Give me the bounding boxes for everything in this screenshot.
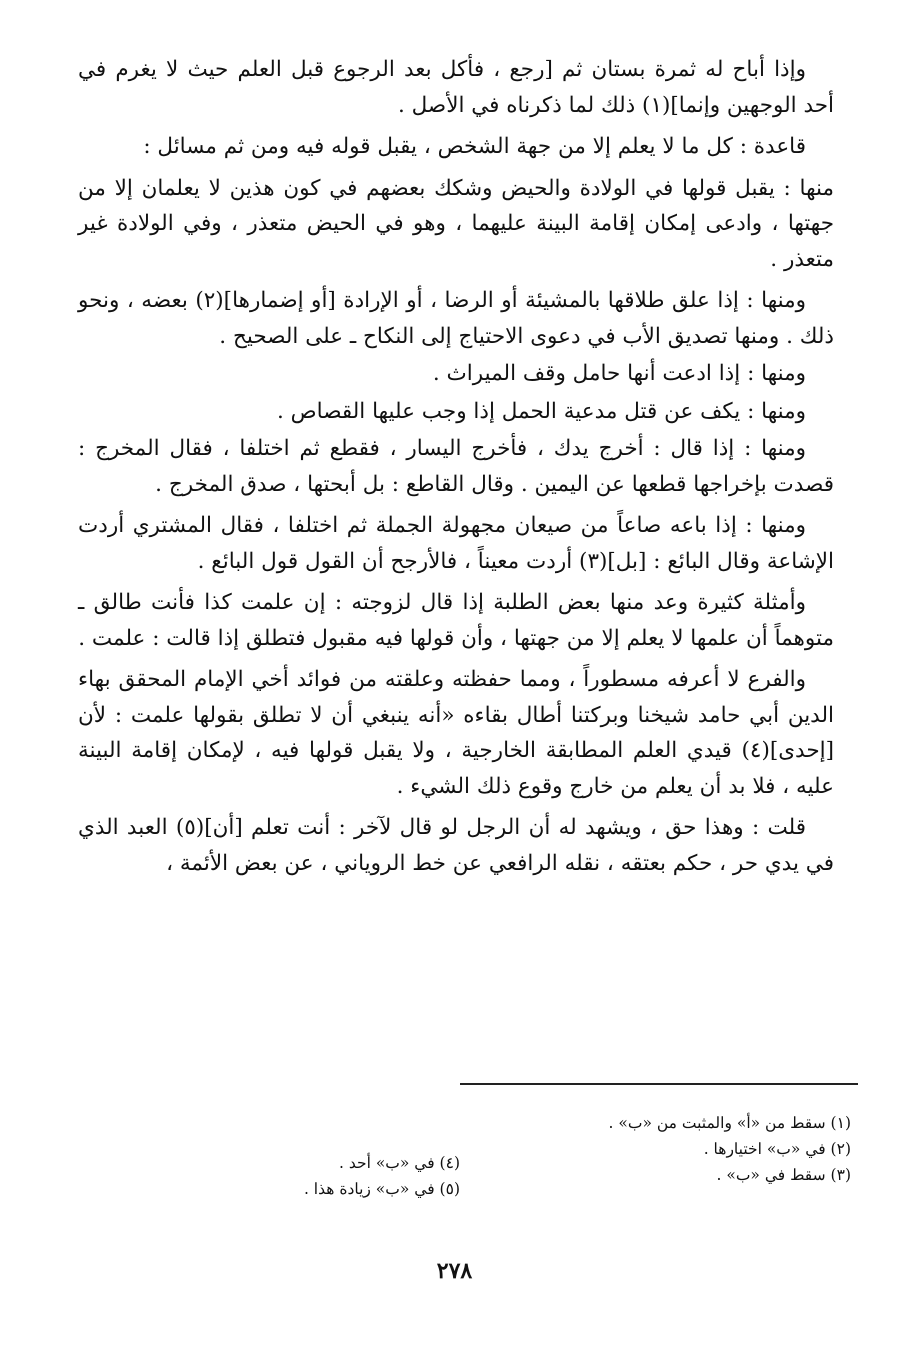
paragraph: وأمثلة كثيرة وعد منها بعض الطلبة إذا قال لزوجته : إن علمت كذا فأنت طالق ـ متوهماً أن علمها لا يعلم إلا من جهتها ، وأن قولها فيه مقبول فتطلق إذا قالت : علمت . [78,590,834,651]
main-text [78,52,834,887]
paragraph: ومنها : إذا ادعت أنها حامل وقف الميراث . [432,361,806,386]
paragraph: ومنها : إذا علق طلاقها بالمشيئة أو الرضا ، أو الإرادة [أو إضمارها](٢) بعضه ، ونحو ذلك . ومنها تصديق الأب في دعوى الاحتياج إلى النكاح ـ على الصحيح . [78,288,834,349]
footnotes-column-right [491,1110,851,1188]
footnote: (٤) في «ب» أحد . [339,1154,460,1172]
paragraph: منها : يقبل قولها في الولادة والحيض وشكك بعضهم في كون هذين لا يعلمان إلا من جهتها ، وادعى إمكان إقامة البينة عليهما ، وهو في الحيض متعذر ، وفي الولادة غير متعذر . [78,175,834,272]
footnote: (٣) سقط في «ب» . [716,1166,851,1184]
footnote: (٢) في «ب» اختيارها . [703,1140,851,1158]
footnote-divider [460,1083,858,1085]
paragraph: ومنها : إذا باعه صاعاً من صيعان مجهولة الجملة ثم اختلفا ، فقال المشتري أردت الإشاعة وقال البائع : [بل](٣) أردت معيناً ، فالأرجح أن القول قول البائع . [78,513,834,574]
footnotes-column-left [100,1150,460,1202]
paragraph: ومنها : إذا قال : أخرج يدك ، فأخرج اليسار ، فقطع ثم اختلفا ، فقال المخرج : قصدت بإخراجها قطعها عن اليمين . وقال القاطع : بل أبحتها ، صدق المخرج . [78,436,834,497]
paragraph: وإذا أباح له ثمرة بستان ثم [رجع ، فأكل بعد الرجوع قبل العلم حيث لا يغرم في أحد الوجهين وإنما](١) ذلك لما ذكرناه في الأصل . [78,57,834,118]
rule-heading-paragraph: قاعدة : كل ما لا يعلم إلا من جهة الشخص ، يقبل قوله فيه ومن ثم مسائل : [143,134,806,159]
footnote: (١) سقط من «أ» والمثبت من «ب» . [608,1114,851,1132]
paragraph: ومنها : يكف عن قتل مدعية الحمل إذا وجب عليها القصاص . [276,398,806,424]
paragraph: قلت : وهذا حق ، ويشهد له أن الرجل لو قال لآخر : أنت تعلم [أن](٥) العبد الذي في يدي حر ، حكم بعتقه ، نقله الرافعي عن خط الروياني ، عن بعض الأئمة ، [78,815,834,876]
footnote: (٥) في «ب» زيادة هذا . [303,1180,460,1198]
page-number: ٢٧٨ [436,1258,473,1284]
paragraph: والفرع لا أعرفه مسطوراً ، ومما حفظته وعلقته من فوائد أخي الإمام المحقق بهاء الدين أبي حامد شيخنا وبركتنا أطال بقاءه «أنه ينبغي أن لا تطلق بقولها علمت : لأن [إحدى](٤) قيدي العلم المطابقة الخارجية ، ولا يقبل قولها فيه ، لإمكان إقامة البينة عليه ، فلا بد أن يعلم من خارج وقوع ذلك الشيء . [78,667,834,799]
